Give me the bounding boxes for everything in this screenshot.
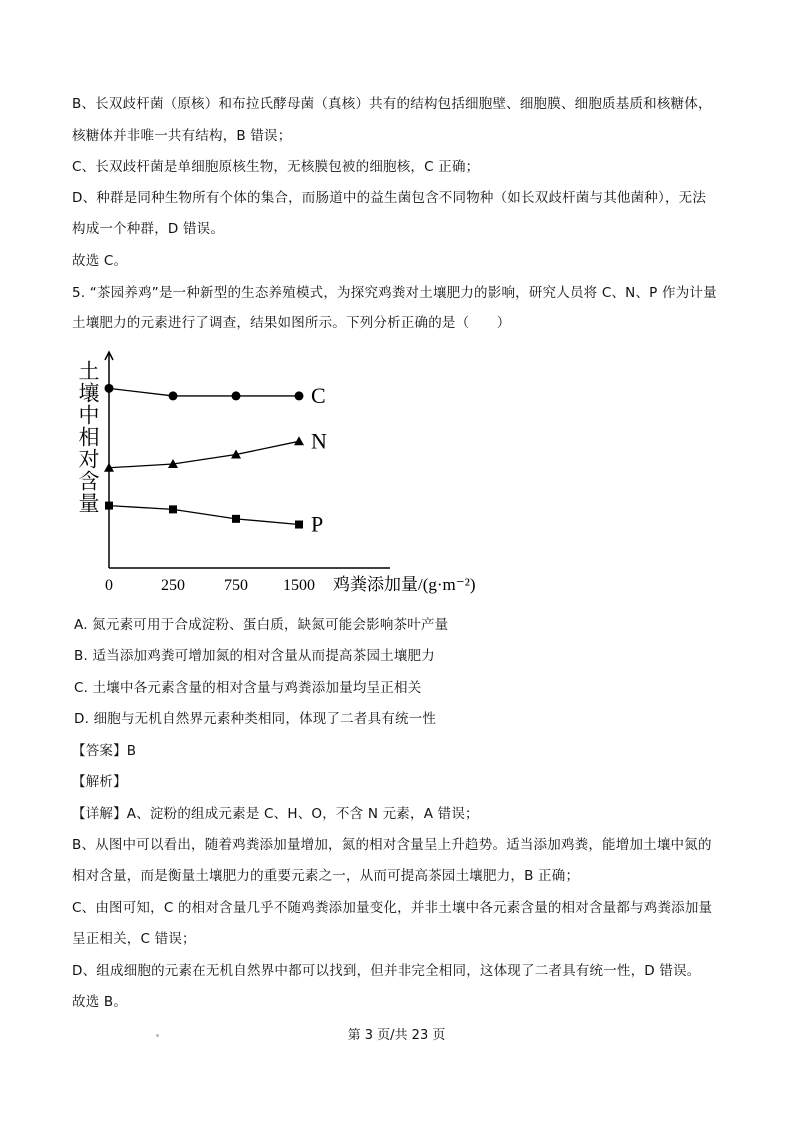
point-P [232,515,240,523]
question-5-stem-line-2: 土壤肥力的元素进行了调查，结果如图所示。下列分析正确的是（ ） [72,315,511,331]
series-label-N: N [311,428,327,454]
point-N [294,436,304,445]
text-line-6: 故选 C。 [72,253,128,269]
x-tick-label: 750 [224,577,248,594]
series-label-P: P [311,511,324,537]
answer: 【答案】B [72,743,137,759]
option-a: A. 氮元素可用于合成淀粉、蛋白质，缺氮可能会影响茶叶产量 [74,617,449,633]
option-d: D. 细胞与无机自然界元素种类相同，体现了二者具有统一性 [74,711,437,727]
x-tick-label: 0 [105,577,113,594]
analysis-line-4: C、由图可知，C 的相对含量几乎不随鸡粪添加量变化，并非土壤中各元素含量的相对含量都与鸡粪添加量 [72,900,713,916]
point-C [105,384,114,393]
point-C [232,391,241,400]
x-tick-label: 250 [161,577,185,594]
series-line-N [109,441,299,467]
analysis-line-3: 相对含量，而是衡量土壤肥力的重要元素之一，从而可提高茶园土壤肥力，B 正确； [72,868,580,884]
question-5-stem-line-1: 5. “茶园养鸡”是一种新型的生态养殖模式，为探究鸡粪对土壤肥力的影响，研究人员将 C、N、P 作为计量 [72,285,717,301]
series-label-C: C [311,382,326,408]
point-C [295,391,304,400]
y-axis-label: 土壤中相对含量 [76,360,100,514]
text-line-4: D、种群是同种生物所有个体的集合，而肠道中的益生菌包含不同物种（如长双歧杆菌与其他菌种），无法 [72,190,707,206]
text-line-3: C、长双歧杆菌是单细胞原核生物，无核膜包被的细胞核，C 正确； [72,159,480,175]
point-P [105,502,113,510]
analysis-line-7: 故选 B。 [72,994,128,1010]
point-P [295,521,303,529]
chart-series [104,384,304,529]
series-line-P [109,506,299,525]
text-line-2: 核糖体并非唯一共有结构，B 错误； [72,128,292,144]
point-C [169,391,178,400]
option-c: C. 土壤中各元素含量的相对含量与鸡粪添加量均呈正相关 [74,680,422,696]
text-line-1: B、长双歧杆菌（原核）和布拉氏酵母菌（真核）共有的结构包括细胞壁、细胞膜、细胞质基质和核糖体， [72,96,712,112]
analysis-heading: 【解析】 [72,774,127,790]
point-P [169,505,177,513]
chart-axes [105,352,390,568]
analysis-line-1: 【详解】A、淀粉的组成元素是 C、H、O，不含 N 元素，A 错误； [72,806,479,822]
series-line-C [109,388,299,396]
x-tick-label: 1500 [283,577,315,594]
option-b: B. 适当添加鸡粪可增加氮的相对含量从而提高茶园土壤肥力 [74,648,435,664]
x-axis-label: 鸡粪添加量/(g·m⁻²) [333,575,476,594]
analysis-line-2: B、从图中可以看出，随着鸡粪添加量增加，氮的相对含量呈上升趋势。适当添加鸡粪，能增加土壤中氮的 [72,837,712,853]
text-line-5: 构成一个种群，D 错误。 [72,221,225,237]
page-footer: 第 3 页/共 23 页 [347,1028,446,1043]
element-content-chart [60,346,510,602]
analysis-line-5: 呈正相关，C 错误； [72,931,196,947]
chart-labels [76,360,476,594]
analysis-line-6: D、组成细胞的元素在无机自然界中都可以找到，但并非完全相同，这体现了二者具有统一性，D 错误。 [72,963,701,979]
